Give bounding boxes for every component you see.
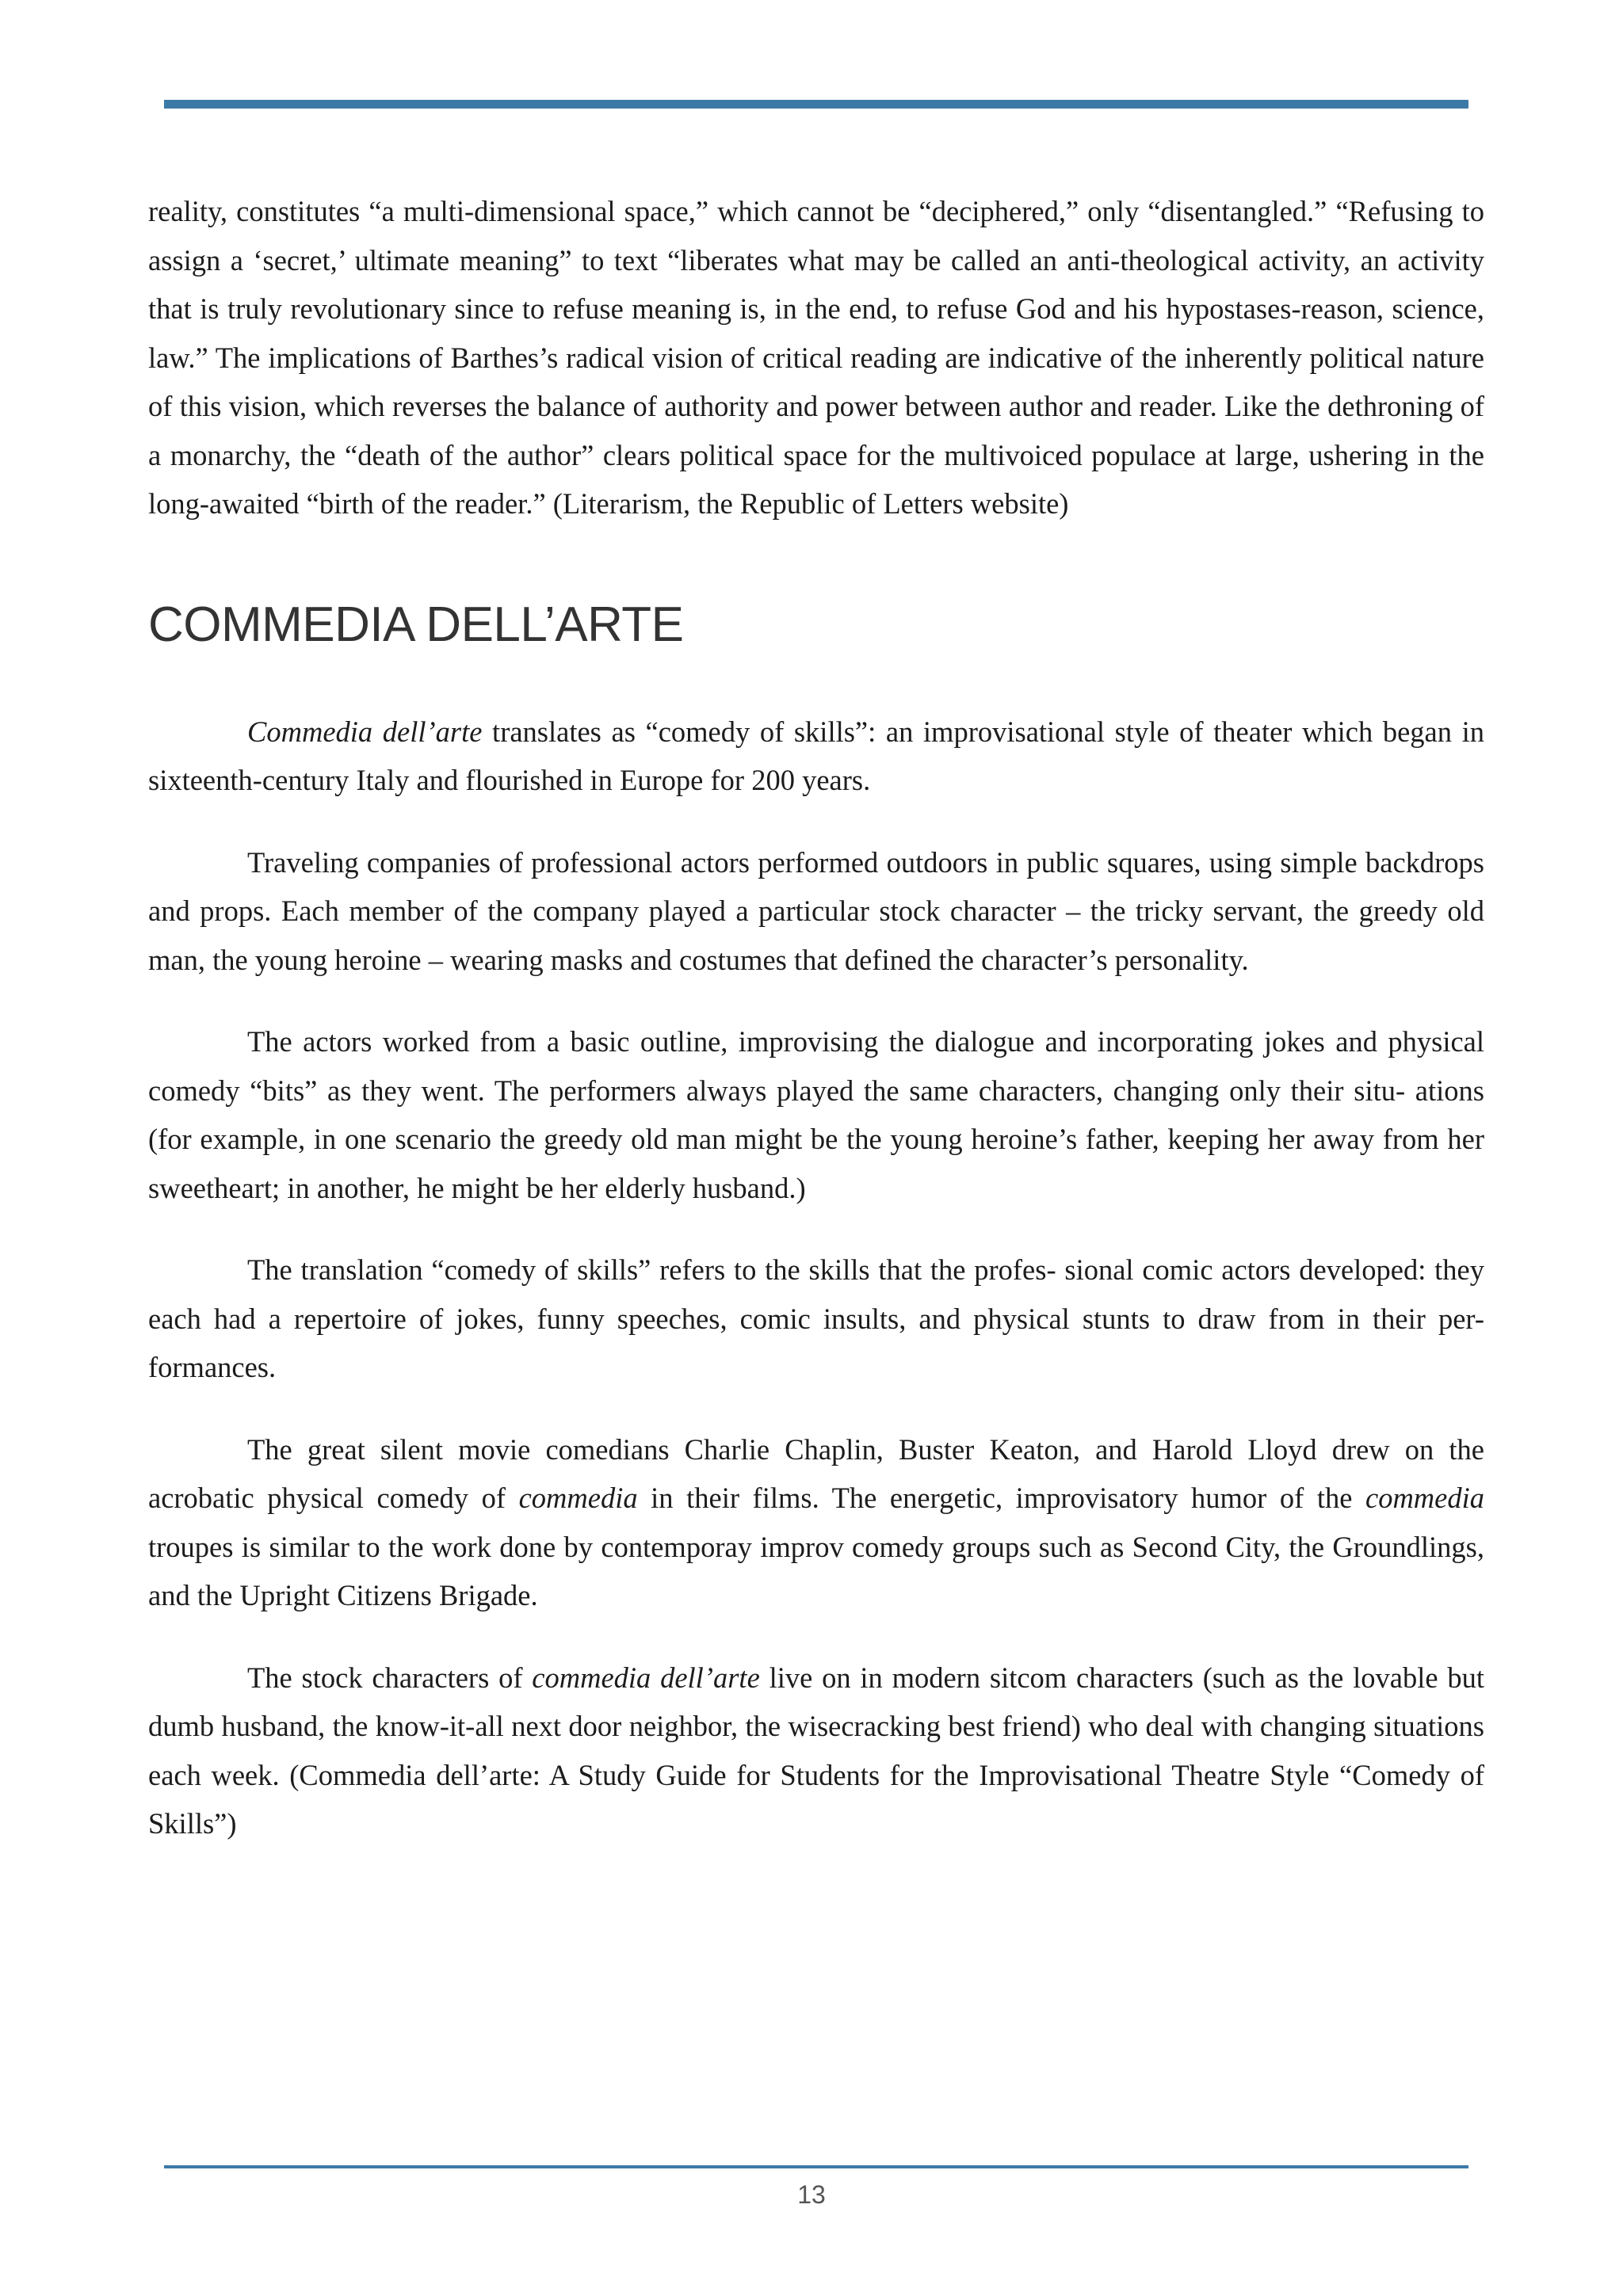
paragraph-1-text: translates as “comedy of skills”: an improvisational style of theater which began in sixteenth-century Italy and flourished in Europe for 200 years. [148, 715, 1484, 796]
paragraph-1 [148, 707, 1484, 805]
paragraph-2 [148, 838, 1484, 985]
paragraph-5-italic-1: commedia [518, 1482, 638, 1514]
paragraph-6-text-a: The stock characters of [247, 1661, 533, 1694]
paragraph-2-text: Traveling companies of professional actors performed outdoors in public squares, using simple backdrops and props. Each member of the company played a particular stock character – the tricky servant, the greedy old man, the young heroine – wearing masks and costumes that defined the character’s personality. [148, 845, 1484, 976]
paragraph-1-italic: Commedia dell’arte [247, 715, 483, 748]
paragraph-6-text-b: live on in modern sitcom characters (such as the lovable but dumb husband, the know-it-all next door neighbor, the wisecracking best friend) who deal with changing situations each week. (Commedia dell’arte: A Study Guide for Students for the Improvisational Theatre Style “Comedy of Skills”) [148, 1661, 1484, 1840]
header-rule [164, 100, 1468, 109]
paragraph-4-text: The translation “comedy of skills” refers to the skills that the profes- sional comic actors developed: they each had a repertoire of jokes, funny speeches, comic insults, and physical stunts to draw from in their per- formances. [148, 1253, 1484, 1383]
paragraph-3 [148, 1017, 1484, 1212]
paragraph-6 [148, 1653, 1484, 1848]
paragraph-5-text-b: in their films. The energetic, improvisatory humor of the [637, 1482, 1365, 1514]
intro-paragraph [148, 187, 1484, 528]
paragraph-3-text: The actors worked from a basic outline, improvising the dialogue and incorporating jokes and physical comedy “bits” as they went. The performers always played the same characters, changing only their situ- ations (for example, in one scenario the greedy old man might be the young heroine’s father, keeping her away from her sweetheart; in another, he might be her elderly husband.) [148, 1025, 1484, 1204]
intro-text: reality, constitutes “a multi-dimensional space,” which cannot be “deciphered,” only “disentangled.” “Refusing to assign a ‘secret,’ ultimate meaning” to text “liberates what may be called an anti-theological activity, an activity that is truly revolutionary since to refuse meaning is, in the end, to refuse God and his hypostases-reason, science, law.” The implications of Barthes’s radical vision of critical reading are indicative of the inherently political nature of this vision, which reverses the balance of authority and power between author and reader. Like the dethroning of a monarchy, the “death of the author” clears political space for the multivoiced populace at large, ushering in the long-awaited “birth of the reader.” (Literarism, the Republic of Letters website) [148, 195, 1484, 520]
paragraph-5-text-a: The great silent movie comedians Charlie Chaplin, Buster Keaton, and Harold Lloyd drew on the acrobatic physical comedy of [148, 1432, 1484, 1514]
paragraph-5-text-c: troupes is similar to the work done by contemporay improv comedy groups such as Second City, the Groundlings, and the Upright Citizens Brigade. [148, 1530, 1484, 1611]
section-heading: COMMEDIA DELL’ARTE [148, 597, 684, 652]
paragraph-5 [148, 1425, 1484, 1620]
page-body [148, 187, 1484, 1848]
paragraph-5-italic-2: commedia [1365, 1482, 1485, 1514]
paragraph-6-italic: commedia dell’arte [532, 1661, 760, 1694]
paragraph-4 [148, 1245, 1484, 1392]
page-number: 13 [797, 2180, 826, 2209]
footer-rule [164, 2165, 1468, 2168]
